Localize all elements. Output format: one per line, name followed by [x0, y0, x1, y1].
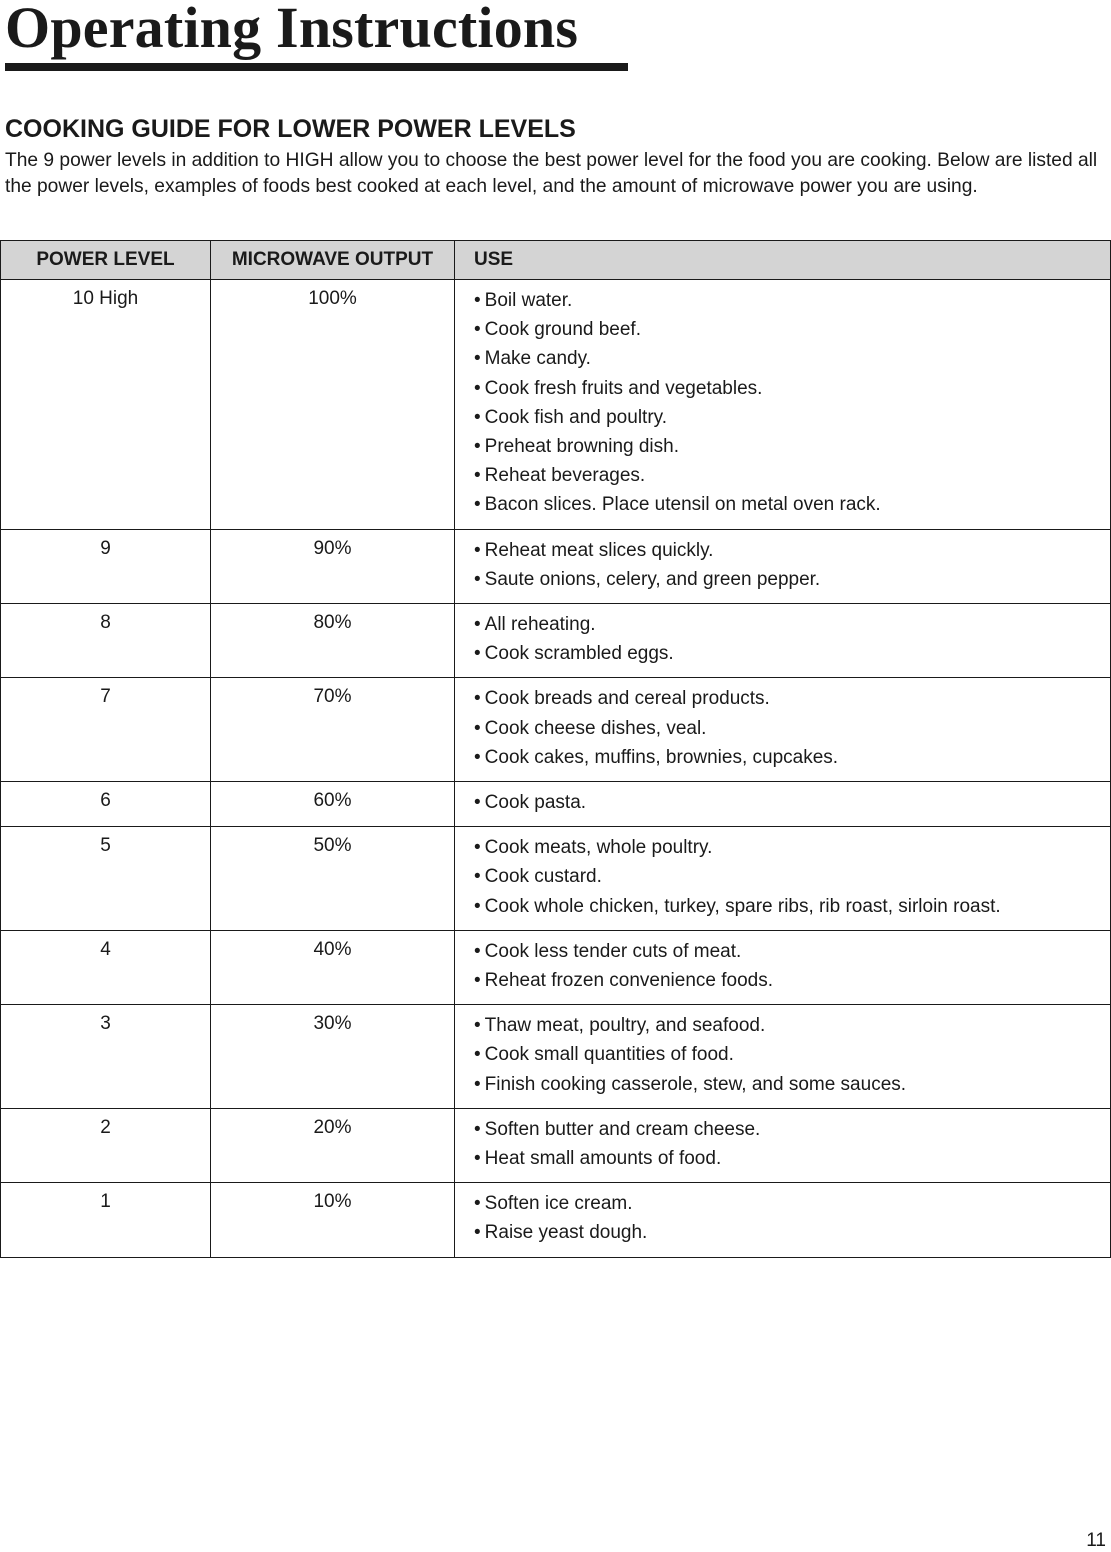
page-number: 11	[1086, 1530, 1106, 1551]
power-level-cell: 9	[1, 529, 211, 603]
use-list-item: • Cook fish and poultry.	[474, 403, 1110, 432]
microwave-output-cell: 10%	[211, 1183, 455, 1257]
use-cell	[455, 827, 1111, 931]
power-level-table	[0, 240, 1111, 1258]
use-list-item: • Cook less tender cuts of meat.	[474, 937, 1110, 966]
use-list-item: • Reheat frozen convenience foods.	[474, 966, 1110, 995]
table-header-row	[1, 241, 1111, 280]
use-cell	[455, 782, 1111, 827]
microwave-output-cell: 60%	[211, 782, 455, 827]
intro-paragraph: The 9 power levels in addition to HIGH allow you to choose the best power level for the food you are cooking. Below are listed all the power levels, examples of foods best cooked at each level, and the amount of microwave power you are using.	[5, 150, 1098, 197]
use-list-item: • Reheat meat slices quickly.	[474, 536, 1110, 565]
use-cell	[455, 604, 1111, 678]
use-list-item: • Cook ground beef.	[474, 315, 1110, 344]
table-row	[1, 827, 1111, 931]
use-list-item: • Heat small amounts of food.	[474, 1144, 1110, 1173]
use-list-item: • Bacon slices. Place utensil on metal oven rack.	[474, 490, 1110, 519]
table-row	[1, 782, 1111, 827]
use-list-item: • Saute onions, celery, and green pepper.	[474, 565, 1110, 594]
table-body	[1, 280, 1111, 1258]
table-row	[1, 280, 1111, 530]
power-level-cell: 2	[1, 1108, 211, 1182]
use-cell	[455, 280, 1111, 530]
use-list-item: • Cook cakes, muffins, brownies, cupcakes.	[474, 743, 1110, 772]
use-list-item: • Cook cheese dishes, veal.	[474, 714, 1110, 743]
power-level-cell: 5	[1, 827, 211, 931]
microwave-output-cell: 20%	[211, 1108, 455, 1182]
use-list-item: • Make candy.	[474, 344, 1110, 373]
use-list-item: • Cook pasta.	[474, 788, 1110, 817]
table-row	[1, 930, 1111, 1004]
use-list-item: • Cook scrambled eggs.	[474, 639, 1110, 668]
use-list-item: • Thaw meat, poultry, and seafood.	[474, 1011, 1110, 1040]
power-level-cell: 8	[1, 604, 211, 678]
use-list-item: • Reheat beverages.	[474, 461, 1110, 490]
microwave-output-cell: 70%	[211, 678, 455, 782]
microwave-output-cell: 40%	[211, 930, 455, 1004]
table-row	[1, 1108, 1111, 1182]
header-power-level: POWER LEVEL	[1, 241, 211, 280]
power-level-cell: 6	[1, 782, 211, 827]
microwave-output-cell: 100%	[211, 280, 455, 530]
use-list-item: • Cook whole chicken, turkey, spare ribs, rib roast, sirloin roast.	[474, 892, 1110, 921]
table-row	[1, 1005, 1111, 1109]
table-row	[1, 678, 1111, 782]
microwave-output-cell: 30%	[211, 1005, 455, 1109]
use-cell	[455, 1108, 1111, 1182]
use-list-item: • All reheating.	[474, 610, 1110, 639]
use-list-item: • Soften ice cream.	[474, 1189, 1110, 1218]
power-level-cell: 10 High	[1, 280, 211, 530]
use-list-item: • Preheat browning dish.	[474, 432, 1110, 461]
table-row	[1, 529, 1111, 603]
power-level-cell: 1	[1, 1183, 211, 1257]
use-list-item: • Cook breads and cereal products.	[474, 684, 1110, 713]
use-list-item: • Soften butter and cream cheese.	[474, 1115, 1110, 1144]
use-list-item: • Boil water.	[474, 286, 1110, 315]
use-list-item: • Finish cooking casserole, stew, and some sauces.	[474, 1070, 1110, 1099]
microwave-output-cell: 90%	[211, 529, 455, 603]
table-row	[1, 604, 1111, 678]
header-microwave-output: MICROWAVE OUTPUT	[211, 241, 455, 280]
microwave-output-cell: 50%	[211, 827, 455, 931]
use-list-item: • Cook small quantities of food.	[474, 1040, 1110, 1069]
use-list-item: • Cook meats, whole poultry.	[474, 833, 1110, 862]
power-level-cell: 7	[1, 678, 211, 782]
header-use: USE	[455, 241, 1111, 280]
use-cell	[455, 678, 1111, 782]
use-cell	[455, 1183, 1111, 1257]
title-underline	[5, 63, 628, 71]
power-level-cell: 4	[1, 930, 211, 1004]
use-cell	[455, 1005, 1111, 1109]
table-row	[1, 1183, 1111, 1257]
microwave-output-cell: 80%	[211, 604, 455, 678]
use-cell	[455, 930, 1111, 1004]
use-list-item: • Raise yeast dough.	[474, 1218, 1110, 1247]
section-heading: COOKING GUIDE FOR LOWER POWER LEVELS	[5, 115, 576, 143]
page-title: Operating Instructions	[5, 0, 579, 60]
use-list-item: • Cook custard.	[474, 862, 1110, 891]
power-level-cell: 3	[1, 1005, 211, 1109]
use-list-item: • Cook fresh fruits and vegetables.	[474, 374, 1110, 403]
use-cell	[455, 529, 1111, 603]
